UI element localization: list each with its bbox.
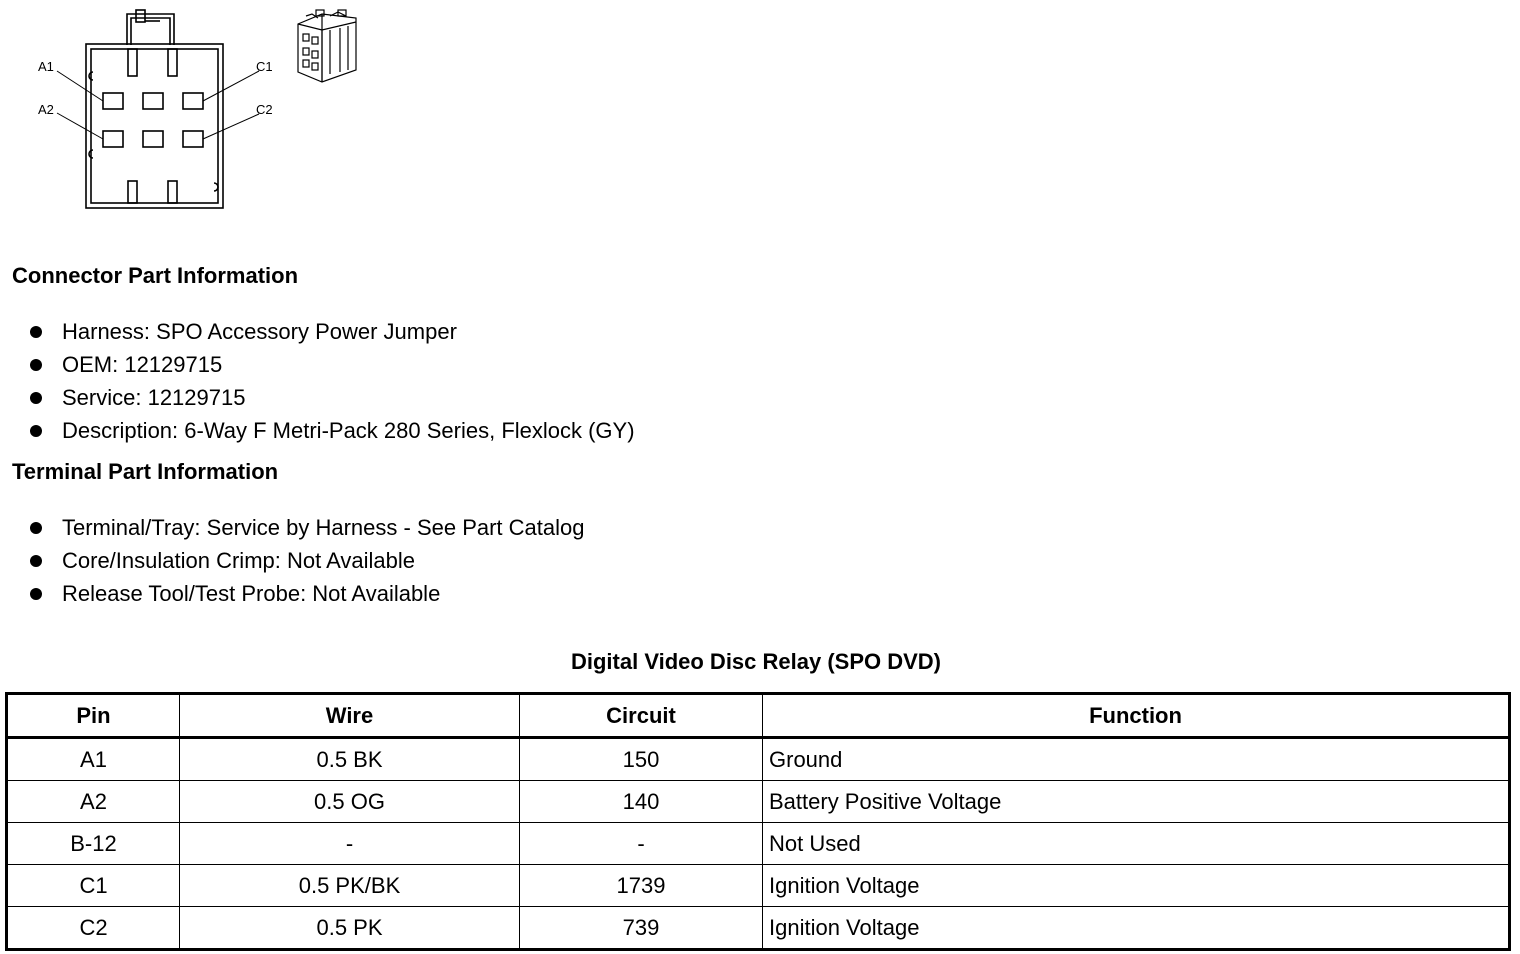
circuit-cell: 1739 <box>520 865 763 907</box>
column-header-pin: Pin <box>7 694 180 738</box>
wire-cell: 0.5 PK <box>180 907 520 950</box>
column-header-function: Function <box>763 694 1510 738</box>
table-title: Digital Video Disc Relay (SPO DVD) <box>570 649 942 674</box>
table-row <box>7 781 1510 823</box>
bullet-icon <box>30 588 42 600</box>
pin-cell: A1 <box>7 738 180 781</box>
bullet-icon <box>30 425 42 437</box>
bullet-icon <box>30 326 42 338</box>
column-header-wire: Wire <box>180 694 520 738</box>
table-row <box>7 865 1510 907</box>
pin-label-a2: A2 <box>38 102 54 117</box>
wire-cell: 0.5 BK <box>180 738 520 781</box>
function-cell: Ground <box>763 738 1510 781</box>
pin-label-c2: C2 <box>256 102 273 117</box>
list-item: Service: 12129715 <box>28 381 635 414</box>
circuit-cell: 739 <box>520 907 763 950</box>
list-item: Core/Insulation Crimp: Not Available <box>28 544 585 577</box>
function-cell: Not Used <box>763 823 1510 865</box>
pin-label-c1: C1 <box>256 59 273 74</box>
connector-diagram <box>0 0 400 225</box>
list-item: Harness: SPO Accessory Power Jumper <box>28 315 635 348</box>
pin-cell: B-12 <box>7 823 180 865</box>
circuit-cell: 150 <box>520 738 763 781</box>
wire-cell: 0.5 PK/BK <box>180 865 520 907</box>
pin-cell: C1 <box>7 865 180 907</box>
terminal-part-heading: Terminal Part Information <box>12 459 279 484</box>
column-header-circuit: Circuit <box>520 694 763 738</box>
connector-part-heading: Connector Part Information <box>12 263 299 288</box>
bullet-icon <box>30 359 42 371</box>
table-header-row <box>7 694 1510 738</box>
connector-part-list <box>28 315 635 447</box>
list-item: OEM: 12129715 <box>28 348 635 381</box>
table-row <box>7 907 1510 950</box>
function-cell: Ignition Voltage <box>763 907 1510 950</box>
wire-cell: - <box>180 823 520 865</box>
list-item: Terminal/Tray: Service by Harness - See Part Catalog <box>28 511 585 544</box>
terminal-part-list <box>28 511 585 610</box>
function-cell: Battery Positive Voltage <box>763 781 1510 823</box>
table-row <box>7 738 1510 781</box>
pin-cell: A2 <box>7 781 180 823</box>
circuit-cell: 140 <box>520 781 763 823</box>
list-item: Release Tool/Test Probe: Not Available <box>28 577 585 610</box>
bullet-icon <box>30 522 42 534</box>
pin-label-a1: A1 <box>38 59 54 74</box>
circuit-cell: - <box>520 823 763 865</box>
bullet-icon <box>30 392 42 404</box>
bullet-icon <box>30 555 42 567</box>
pin-cell: C2 <box>7 907 180 950</box>
function-cell: Ignition Voltage <box>763 865 1510 907</box>
pinout-table <box>5 692 1511 951</box>
connector-thumbnail <box>298 10 356 82</box>
table-row <box>7 823 1510 865</box>
list-item: Description: 6-Way F Metri-Pack 280 Series, Flexlock (GY) <box>28 414 635 447</box>
wire-cell: 0.5 OG <box>180 781 520 823</box>
